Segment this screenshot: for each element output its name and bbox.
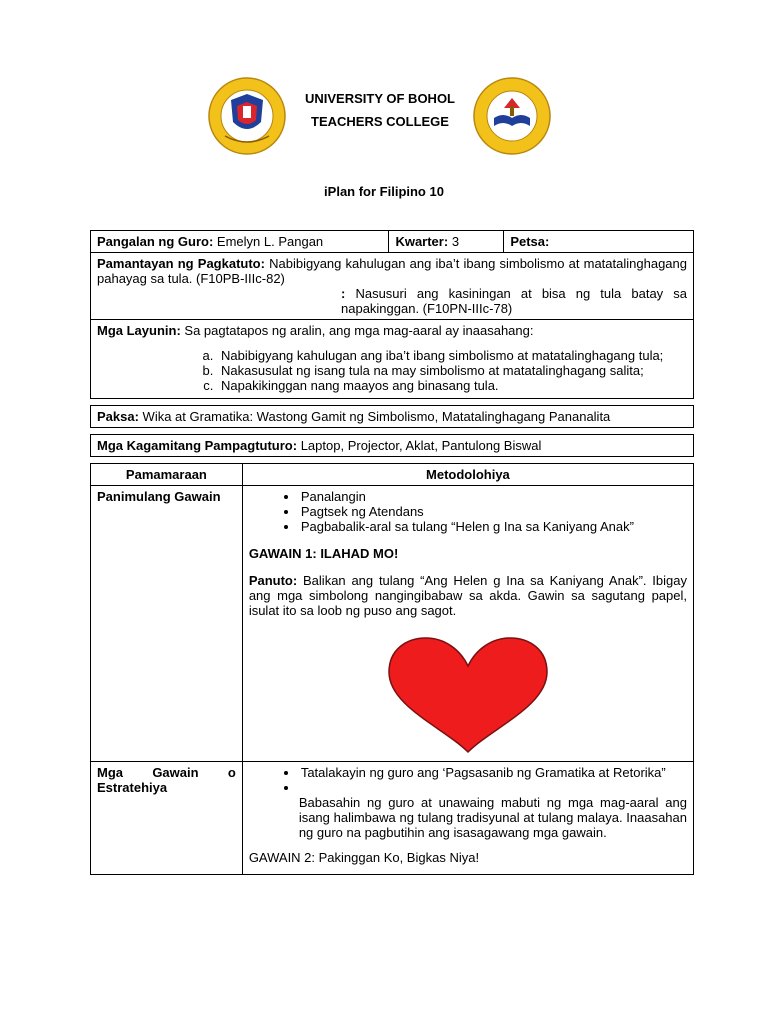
objectives-cell <box>91 320 694 399</box>
objectives-label: Mga Layunin: <box>97 323 181 338</box>
materials-text: Laptop, Projector, Aklat, Pantulong Biswal <box>300 438 542 453</box>
strategies-bullets <box>249 765 687 795</box>
spacer-row <box>91 457 694 464</box>
activity-1-title: GAWAIN 1: ILAHAD MO! <box>248 546 399 561</box>
date-label: Petsa: <box>510 234 550 249</box>
lesson-plan-table <box>90 230 694 875</box>
materials-label: Mga Kagamitang Pampagtuturo: <box>97 438 298 453</box>
document-title: iPlan for Filipino 10 <box>324 184 444 199</box>
intro-activity-row <box>91 486 694 762</box>
bullet-item: • Pagbabalik-aral sa tulang “Helen g Ina sa Kaniyang Anak” <box>299 519 687 534</box>
heart-shape <box>386 636 550 754</box>
materials-row <box>91 435 694 457</box>
intro-activity-label: Panimulang Gawain <box>97 489 221 504</box>
objective-item: b. Nakasusulat ng isang tula na may simbolismo at matatalinghagang salita; <box>217 363 687 378</box>
intro-activity-label-cell <box>91 486 243 762</box>
university-name: UNIVERSITY OF BOHOL <box>305 91 455 106</box>
topic-row <box>91 406 694 428</box>
topic-cell <box>91 406 694 428</box>
bullet-item: • Tatalakayin ng guro ang ‘Pagsasanib ng Gramatika at Retorika” <box>299 765 687 780</box>
teacher-name: Emelyn L. Pangan <box>216 234 324 249</box>
intro-activity-content <box>242 486 693 762</box>
objectives-list <box>97 348 687 393</box>
strategies-row <box>91 762 694 875</box>
info-row <box>91 231 694 253</box>
materials-cell <box>91 435 694 457</box>
topic-text: Wika at Gramatika: Wastong Gamit ng Simbolismo, Matatalinghagang Pananalita <box>142 409 611 424</box>
teacher-label: Pangalan ng Guro: <box>97 234 214 249</box>
bullet-item: • Pagtsek ng Atendans <box>299 504 687 519</box>
standard-text-2: : Nasusuri ang kasiningan at bisa ng tula batay sa napakinggan. (F10PN-IIIc-78) <box>341 286 687 316</box>
topic-label: Paksa: <box>97 409 139 424</box>
strategies-paragraph: Babasahin ng guro at unawaing mabuti ng mga mag-aaral ang isang halimbawa ng tulang tradisyunal at tulang malaya. Inaasahan ng guro na pagbutihin ang isasagawang mga gawain. <box>298 795 687 840</box>
activity-1-instruction: Panuto: Balikan ang tulang “Ang Helen g Ina sa Kaniyang Anak”. Ibigay ang mga simbolong nangingibabaw sa akda. Gawin sa sagutang papel, isulat ito sa loob ng puso ang sagot. <box>248 573 687 618</box>
strategies-content <box>242 762 693 875</box>
objectives-row <box>91 320 694 399</box>
college-name: TEACHERS COLLEGE <box>311 114 449 129</box>
bullet-item <box>299 780 687 795</box>
intro-bullets <box>249 489 687 534</box>
document-header <box>0 76 768 156</box>
activity-2-title: GAWAIN 2: Pakinggan Ko, Bigkas Niya! <box>248 850 480 865</box>
objective-item: c. Napakikinggan nang maayos ang binasang tula. <box>217 378 687 393</box>
quarter-value: 3 <box>451 234 460 249</box>
column-header-row <box>91 464 694 486</box>
quarter-label: Kwarter: <box>395 234 449 249</box>
date-cell <box>504 231 694 253</box>
strategies-label-cell <box>91 762 243 875</box>
college-seal-logo <box>472 76 552 156</box>
standard-row <box>91 253 694 320</box>
standard-label: Pamantayan ng Pagkatuto: <box>97 256 265 271</box>
procedure-header: Pamamaraan <box>91 464 243 486</box>
university-seal-logo <box>207 76 287 156</box>
objective-item: a. Nabibigyang kahulugan ang iba’t ibang simbolismo at matatalinghagang tula; <box>217 348 687 363</box>
teacher-cell <box>91 231 389 253</box>
instruction-label: Panuto: <box>248 573 298 588</box>
spacer-row <box>91 399 694 406</box>
strategies-label: Mga Gawain o Estratehiya <box>97 765 236 795</box>
quarter-cell <box>389 231 504 253</box>
bullet-item: • Panalangin <box>299 489 687 504</box>
spacer-row <box>91 428 694 435</box>
standard-text-1: Pamantayan ng Pagkatuto: Nabibigyang kahulugan ang iba’t ibang simbolismo at matatalinghagang pahayag sa tula. (F10PB-IIIc-82) <box>97 256 687 286</box>
objectives-intro: Mga Layunin: Sa pagtatapos ng aralin, ang mga mag-aaral ay inaasahang: <box>97 323 534 338</box>
standard-cell <box>91 253 694 320</box>
methodology-header: Metodolohiya <box>242 464 693 486</box>
